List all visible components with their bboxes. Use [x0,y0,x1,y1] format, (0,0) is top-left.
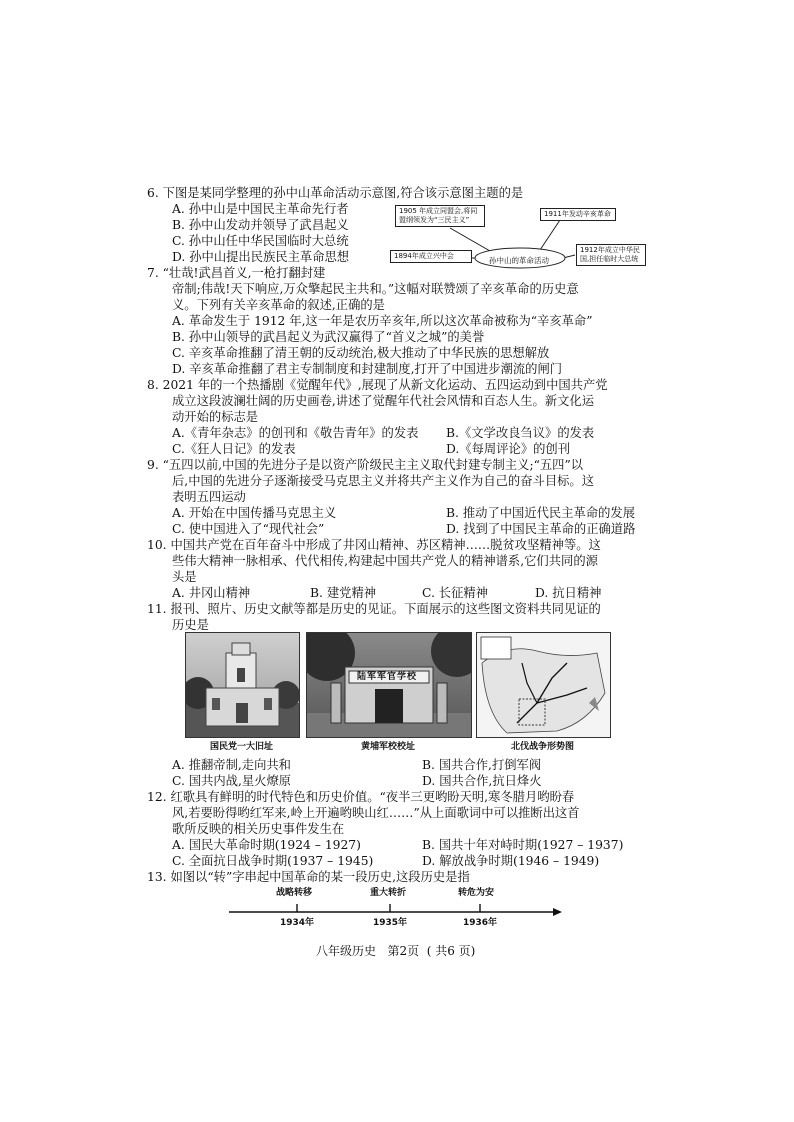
q13-label-major-turning: 重大转折 [370,888,407,898]
q7-option-d: D. 辛亥革命推翻了君主专制制度和封建制度,打开了中国进步潮流的闸门 [172,362,563,376]
page-footer: 八年级历史 第2页 ( 共6 页) [316,944,476,958]
q8-option-c: C.《狂人日记》的发表 [172,442,296,456]
q6-diagram-1905: 1905 年成立同盟会,将同盟纲领发为“三民主义” [395,205,485,227]
q11-option-d: D. 国共合作,抗日烽火 [422,774,542,788]
q12-stem-line1: 12. 红歌具有鲜明的时代特色和历史价值。“夜半三更哟盼天明,寒冬腊月哟盼春 [147,790,575,804]
q13-label-danger-to-safety: 转危为安 [458,888,495,898]
q10-stem-line3: 头是 [172,570,197,584]
kmt-congress-photo [185,632,300,738]
q6-diagram-1894: 1894年成立兴中会 [390,250,472,263]
q10-option-d: D. 抗日精神 [535,586,602,600]
whampoa-photo [306,632,472,738]
q6-option-b: B. 孙中山发动并领导了武昌起义 [172,218,349,232]
northern-expedition-map [476,632,611,738]
q10-stem-line2: 些伟大精神一脉相承、代代相传,构建起中国共产党人的精神谱系,它们共同的源 [172,554,598,568]
northern-expedition-map-illustration [477,633,610,737]
q11-option-a: A. 推翻帝制,走向共和 [172,758,291,772]
q7-option-b: B. 孙中山领导的武昌起义为武汉赢得了“首义之城”的美誉 [172,330,485,344]
q13-label-strategic-transfer: 战略转移 [276,888,313,898]
q6-option-a: A. 孙中山是中国民主革命先行者 [172,202,349,216]
q12-option-c: C. 全面抗日战争时期(1937 – 1945) [172,854,374,868]
northern-expedition-caption: 北伐战争形势图 [510,742,574,752]
q7-stem-line3: 义。下列有关辛亥革命的叙述,正确的是 [172,298,385,312]
q11-option-b: B. 国共合作,打倒军阀 [422,758,542,772]
q6-diagram-1911: 1911年发动辛亥革命 [540,208,616,221]
q12-option-a: A. 国民大革命时期(1924 – 1927) [172,838,361,852]
q7-option-c: C. 辛亥革命推翻了清王朝的反动统治,极大推动了中华民族的思想解放 [172,346,550,360]
whampoa-gate-illustration [307,633,471,737]
q9-option-c: C. 使中国进入了“现代社会” [172,522,325,536]
q7-stem-line1: 7. “壮哉!武昌首义,一枪打翻封建 [147,266,326,280]
q6-stem: 6. 下图是某同学整理的孙中山革命活动示意图,符合该示意图主题的是 [147,186,524,200]
q7-stem-line2: 帝制;伟哉!天下响应,万众擎起民主共和。”这幅对联赞颂了辛亥革命的历史意 [172,282,579,296]
q11-stem-line1: 11. 报刊、照片、历史文献等都是历史的见证。下面展示的这些图文资料共同见证的 [147,602,601,616]
q9-option-a: A. 开始在中国传播马克思主义 [172,506,337,520]
whampoa-gate-sign: 陆军军官学校 [357,672,418,682]
q8-option-a: A.《青年杂志》的创刊和《敬告青年》的发表 [172,426,419,440]
kmt-congress-caption: 国民党一大旧址 [209,742,273,752]
q12-option-b: B. 国共十年对峙时期(1927 – 1937) [422,838,624,852]
q10-option-a: A. 井冈山精神 [172,586,251,600]
q10-option-b: B. 建党精神 [310,586,377,600]
q12-option-d: D. 解放战争时期(1946 – 1949) [422,854,600,868]
q8-stem-line3: 动开始的标志是 [172,410,259,424]
q13-year-1936: 1936年 [463,918,498,928]
q12-stem-line2: 风,若要盼得哟红军来,岭上开遍哟映山红……”从上面歌词中可以推断出这首 [172,806,580,820]
whampoa-caption: 黄埔军校校址 [360,742,415,752]
q8-stem-line2: 成立这段波澜壮阔的历史画卷,讲述了觉醒年代社会风情和百态人生。新文化运 [172,394,595,408]
q11-stem-line2: 历史是 [172,618,209,632]
q6-option-c: C. 孙中山任中华民国临时大总统 [172,234,349,248]
q9-stem-line2: 后,中国的先进分子逐渐接受马克思主义并将共产主义作为自己的奋斗目标。这 [172,474,595,488]
q8-option-d: D.《每周评论》的创刊 [446,442,571,456]
q12-stem-line3: 歌所反映的相关历史事件发生在 [172,822,345,836]
q8-option-b: B.《文学改良刍议》的发表 [446,426,595,440]
q11-option-c: C. 国共内战,星火燎原 [172,774,292,788]
q10-stem-line1: 10. 中国共产党在百年奋斗中形成了井冈山精神、苏区精神……脱贫攻坚精神等。这 [147,538,601,552]
q13-stem: 13. 如图以“转”字串起中国革命的某一段历史,这段历史是指 [147,870,470,884]
q13-year-1935: 1935年 [373,918,408,928]
q8-stem-line1: 8. 2021 年的一个热播剧《觉醒年代》,展现了从新文化运动、五四运动到中国共产党 [147,378,608,392]
q6-diagram-1912: 1912年成立中华民国,担任临时大总统 [576,244,646,266]
q9-option-b: B. 推动了中国近代民主革命的发展 [446,506,636,520]
q9-stem-line3: 表明五四运动 [172,490,246,504]
q6-option-d: D. 孙中山提出民族民主革命思想 [172,250,350,264]
q9-stem-line1: 9. “五四以前,中国的先进分子是以资产阶级民主主义取代封建专制主义;“五四”以 [147,458,584,472]
kmt-building-illustration [186,633,299,737]
q7-option-a: A. 革命发生于 1912 年,这一年是农历辛亥年,所以这次革命被称为“辛亥革命” [172,314,593,328]
q6-diagram-center: 孙中山的革命活动 [489,256,549,265]
q9-option-d: D. 找到了中国民主革命的正确道路 [446,522,636,536]
q10-option-c: C. 长征精神 [422,586,488,600]
q13-year-1934: 1934年 [280,918,315,928]
